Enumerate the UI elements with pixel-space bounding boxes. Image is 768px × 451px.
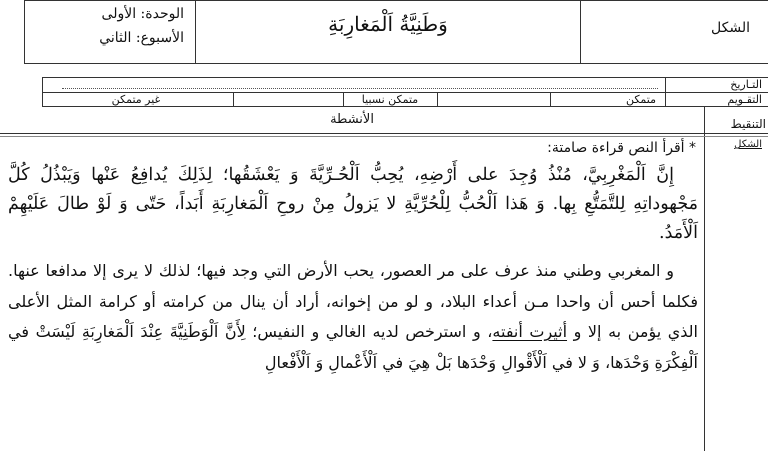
level-mastered: متمكن: [625, 93, 656, 106]
instruction: * أقرأ النص قراءة صامتة:: [547, 140, 696, 156]
unit-label: الوحدة: الأولى: [101, 6, 184, 22]
body-text-end: ، و استرخص لديه الغالي و النفيس؛ لِأَنَّ اَلْوَطَنِيَّةَ عِنْدَ اَلْمَغارِبَةِ لَيْسَتْ في اَلْفِكْرَةِ وَحْدَها، وَ لا في: [8, 322, 698, 372]
form-column-label: الشكل: [734, 139, 762, 150]
quote-paragraph: [8, 161, 698, 251]
level-not-mastered: غير متمكن: [111, 93, 161, 106]
week-label: الأسبوع: الثاني: [99, 30, 184, 46]
underlined-phrase: أثيرت أنفته: [492, 322, 568, 341]
evaluation-label: التقـويم: [727, 93, 762, 106]
grading-header: التنقيط: [730, 117, 766, 131]
form-label: الشكل: [711, 20, 750, 36]
activities-header: الأنشطة: [330, 112, 374, 127]
level-partially-mastered: متمكن نسبيا: [361, 93, 419, 106]
body-text-cut: اَلْأَقْوالِ وَحْدَها بَلْ هِيَ في اَلْأَعْمالِ وَ اَلْأَفْعالِ: [264, 352, 547, 372]
quote-text: إِنَّ اَلْمَغْرِبِيَّ، مُنْذُ وُجِدَ على أَرْضِهِ، يُحِبُّ اَلْحُـرِّيَّةَ وَ يَعْشَقُها؛ لِذَلِكَ يُدافِعُ عَنْها وَيَبْذُلُ كُلَّ مَجْهوداتِهِ لِلتَّمَتُّعِ بِها. وَ هَذا اَلْحُبُّ لِلْحُرِّيَّةِ لا يَزولُ مِنْ روحِ اَلْمَغارِبَةِ أَبَداً، حَتّى وَ لَوْ طالَ عَلَيْهِمْ اَلْأَمَدُ.: [8, 165, 698, 243]
date-label: التـاريخ: [730, 78, 762, 91]
date-field[interactable]: [62, 82, 658, 89]
body-paragraph: [8, 256, 698, 451]
page-title: وَطَنِيَّةُ اَلْمَغارِبَةِ: [328, 12, 448, 36]
body-text-start: و المغربي وطني منذ عرف على مر العصور، يحب الأرض التي وجد فيها؛ لذلك لا يرى إلا مدافعا عنها. فكلما أحس أن واحدا مـن أعداء البلاد، و لو من إخوانه، أراد أن ينال من كرامته أو كرامة المثل الأعلى الذي يؤمن به إلا و: [8, 261, 698, 341]
